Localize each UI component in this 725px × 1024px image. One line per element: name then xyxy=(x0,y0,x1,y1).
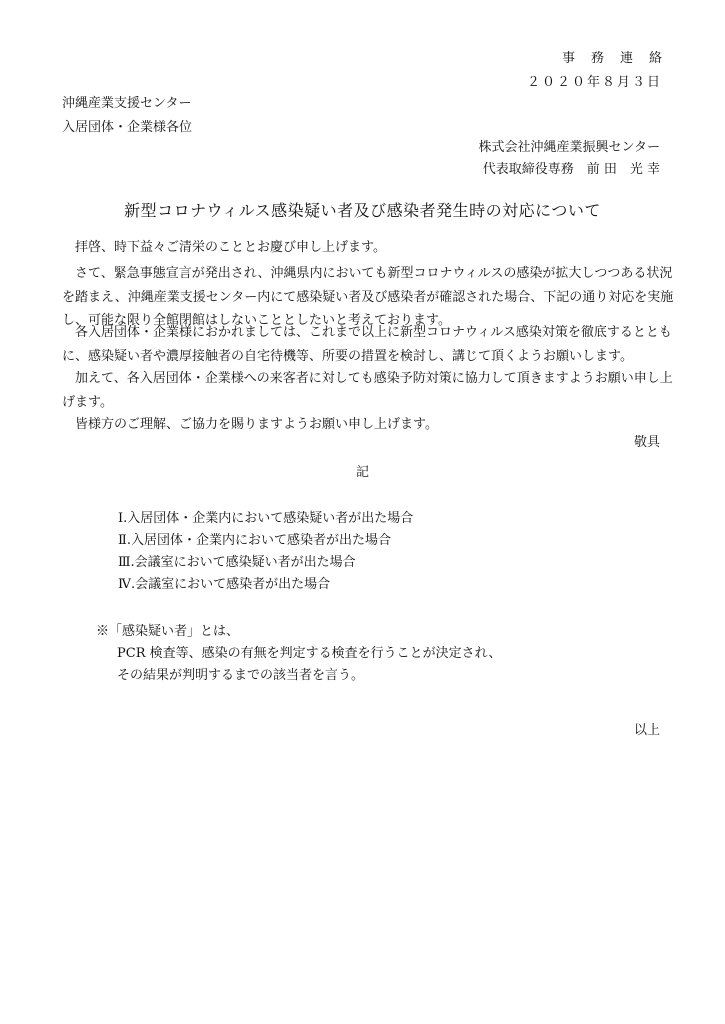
end-mark: 以上 xyxy=(633,723,660,738)
body-line: げます。 xyxy=(62,394,113,410)
body-paragraph-request xyxy=(62,321,672,368)
closing-salutation: 敬具 xyxy=(633,435,660,450)
sender-company: 株式会社沖縄産業振興センター xyxy=(478,140,660,155)
note-heading: ※「感染疑い者」とは、 xyxy=(96,624,240,639)
body-line: 加えて、各入居団体・企業様への来客者に対しても感染予防対策に協力して頂きますようお願い申し上 xyxy=(75,371,673,386)
body-line: 拝啓、時下益々ご清栄のこととお慶び申し上げます。 xyxy=(75,240,386,255)
document-title: 新型コロナウィルス感染疑い者及び感染者発生時の対応について xyxy=(124,201,601,220)
recipient-line-2: 入居団体・企業様各位 xyxy=(62,120,193,135)
body-line: を踏まえ、沖縄産業支援センター内にて感染疑い者及び感染者が確認された場合、下記の通り対応を実施 xyxy=(62,289,674,305)
list-item: Ⅲ.会議室において感染疑い者が出た場合 xyxy=(118,555,356,570)
body-line: に、感染疑い者や濃厚接触者の自宅待機等、所要の措置を検討し、講じて頂くようお願いします。 xyxy=(62,348,633,364)
list-item: Ⅳ.会議室において感染者が出た場合 xyxy=(118,577,331,592)
sender-representative: 代表取締役専務 前 田 光 幸 xyxy=(482,162,660,177)
body-paragraph-visitors xyxy=(62,367,673,414)
list-item: Ⅱ.入居団体・企業内において感染者が出た場合 xyxy=(118,533,391,548)
recipient-line-1: 沖縄産業支援センター xyxy=(62,96,192,111)
document-type: 事務連絡 xyxy=(561,51,678,66)
ki-heading: 記 xyxy=(355,465,369,480)
body-line: さて、緊急事態宣言が発出され、沖縄県内においても新型コロナウィルスの感染が拡大しつつある状況 xyxy=(75,266,673,281)
note-line-2: その結果が判明するまでの該当者を言う。 xyxy=(117,668,365,683)
body-line: 皆様方のご理解、ご協力を賜りますようお願い申し上げます。 xyxy=(75,417,438,432)
document-date: ２０２０年８月３日 xyxy=(526,75,662,90)
body-paragraph-closing xyxy=(62,413,664,437)
list-item: Ⅰ.入居団体・企業内において感染疑い者が出た場合 xyxy=(118,511,414,526)
body-paragraph-greeting xyxy=(62,236,664,260)
note-line-1: PCR 検査等、感染の有無を判定する検査を行うことが決定され、 xyxy=(117,646,502,661)
body-line: し、可能な限り全館閉館はしないこととしたいと考えております。 xyxy=(62,313,451,328)
body-line: 各入居団体・企業様におかれましては、これまで以上に新型コロナウィルス感染対策を徹底するととも xyxy=(75,325,672,340)
